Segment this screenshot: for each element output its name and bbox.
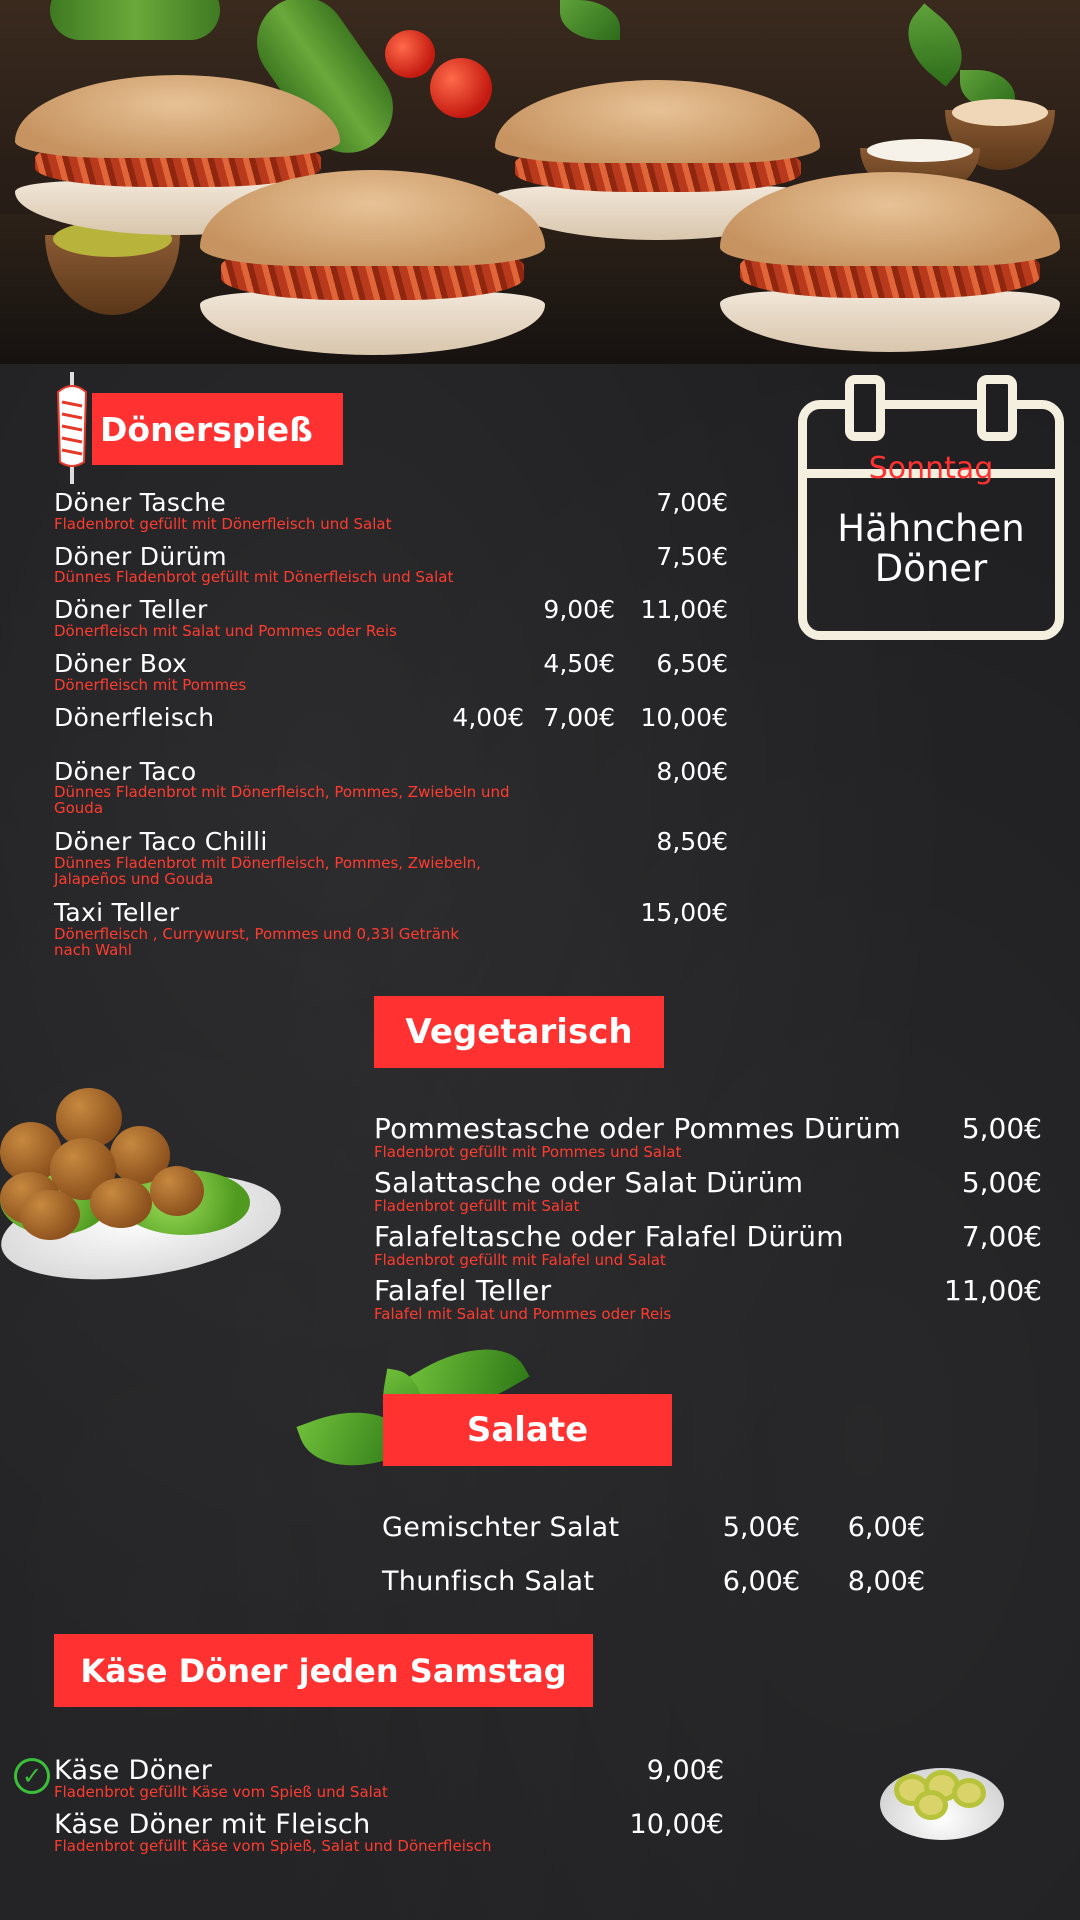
- menu-item-name: Käse Döner: [54, 1755, 213, 1786]
- menu-item-desc: Fladenbrot gefüllt Käse vom Spieß und Salat: [54, 1783, 388, 1801]
- section-title-doener: Dönerspieß: [92, 393, 343, 465]
- menu-item-price: 7,00€: [543, 703, 615, 732]
- jalapeno-slice: [952, 1778, 986, 1808]
- cucumber: [50, 0, 220, 40]
- tomato: [430, 58, 492, 118]
- menu-item-desc: Dönerfleisch , Currywurst, Pommes und 0,33l Getränk nach Wahl: [54, 925, 460, 959]
- menu-item-name: Taxi Teller: [54, 898, 180, 927]
- menu-item-name: Salattasche oder Salat Dürüm: [374, 1166, 804, 1199]
- menu-item-price: 4,50€: [543, 649, 615, 678]
- menu-item-name: Gemischter Salat: [382, 1512, 620, 1543]
- menu-item-desc: Fladenbrot gefüllt mit Dönerfleisch und Salat: [54, 515, 392, 533]
- menu-item-desc: Dünnes Fladenbrot gefüllt mit Dönerfleisch und Salat: [54, 568, 454, 586]
- calendar-special: [807, 509, 1055, 589]
- menu-item-price: 6,00€: [722, 1566, 800, 1597]
- menu-item-desc: Fladenbrot gefüllt mit Pommes und Salat: [374, 1143, 682, 1161]
- menu-item-price: 5,00€: [961, 1166, 1042, 1199]
- menu-item-name: Dönerfleisch: [54, 703, 215, 732]
- tomato: [385, 30, 435, 78]
- herb-leaf: [560, 0, 620, 40]
- menu-item-desc: Dünnes Fladenbrot mit Dönerfleisch, Pommes, Zwiebeln, Jalapeños und Gouda: [54, 854, 481, 888]
- menu-item-name: Käse Döner mit Fleisch: [54, 1809, 371, 1840]
- menu-item-price: 9,00€: [646, 1755, 724, 1786]
- menu-item-name: Döner Teller: [54, 595, 208, 624]
- menu-item-price: 4,00€: [452, 703, 524, 732]
- menu-item-name: Döner Dürüm: [54, 542, 227, 571]
- calendar-day: Sonntag: [868, 451, 994, 486]
- menu-item-name: Döner Taco: [54, 757, 197, 786]
- menu-item-desc: Fladenbrot gefüllt mit Salat: [374, 1197, 580, 1215]
- jalapeno-slice: [914, 1790, 948, 1820]
- section-title-vegetarisch: Vegetarisch: [374, 996, 664, 1068]
- menu-item-price: 7,50€: [656, 542, 728, 571]
- falafel-ball: [150, 1166, 204, 1216]
- menu-item-desc: Fladenbrot gefüllt Käse vom Spieß, Salat und Dönerfleisch: [54, 1837, 492, 1855]
- menu-item-name: Falafel Teller: [374, 1274, 552, 1307]
- hero-food-image: [0, 0, 1080, 364]
- menu-item-desc: Dönerfleisch mit Pommes: [54, 676, 247, 694]
- menu-item-price: 9,00€: [543, 595, 615, 624]
- menu-item-price: 7,00€: [961, 1220, 1042, 1253]
- menu-item-price: 8,00€: [656, 757, 728, 786]
- menu-item-price: 11,00€: [944, 1274, 1042, 1307]
- menu-item-desc: Dönerfleisch mit Salat und Pommes oder Reis: [54, 622, 397, 640]
- menu-item-price: 6,00€: [847, 1512, 925, 1543]
- doener-skewer-icon: [52, 372, 92, 484]
- menu-item-price: 5,00€: [961, 1112, 1042, 1145]
- checkmark-icon: ✓: [14, 1758, 50, 1794]
- menu-item-price: 11,00€: [640, 595, 728, 624]
- menu-item-price: 7,00€: [656, 488, 728, 517]
- menu-item-price: 10,00€: [640, 703, 728, 732]
- menu-item-name: Döner Box: [54, 649, 188, 678]
- menu-item-price: 8,50€: [656, 827, 728, 856]
- menu-item-name: Pommestasche oder Pommes Dürüm: [374, 1112, 902, 1145]
- menu-item-price: 5,00€: [722, 1512, 800, 1543]
- menu-item-desc: Falafel mit Salat und Pommes oder Reis: [374, 1305, 672, 1323]
- doener-sandwich: [200, 170, 545, 355]
- menu-item-name: Thunfisch Salat: [382, 1566, 595, 1597]
- calendar-icon: [798, 400, 1064, 640]
- menu-item-price: 6,50€: [656, 649, 728, 678]
- calendar-line-1: Hähnchen: [837, 507, 1025, 550]
- doener-sandwich: [720, 172, 1060, 352]
- falafel-ball: [90, 1178, 152, 1228]
- menu-item-desc: Fladenbrot gefüllt mit Falafel und Salat: [374, 1251, 666, 1269]
- menu-item-name: Döner Taco Chilli: [54, 827, 268, 856]
- jalapeno-bowl: [880, 1768, 1004, 1840]
- menu-item-price: 8,00€: [847, 1566, 925, 1597]
- menu-item-price: 10,00€: [629, 1809, 724, 1840]
- section-title-salate: Salate: [383, 1394, 672, 1466]
- menu-item-name: Falafeltasche oder Falafel Dürüm: [374, 1220, 844, 1253]
- calendar-ring: [845, 375, 885, 441]
- menu-item-desc: Dünnes Fladenbrot mit Dönerfleisch, Pommes, Zwiebeln und Gouda: [54, 783, 510, 817]
- section-title-kaese: Käse Döner jeden Samstag: [54, 1634, 593, 1707]
- menu-item-price: 15,00€: [640, 898, 728, 927]
- calendar-line-2: Döner: [874, 547, 988, 590]
- calendar-ring: [977, 375, 1017, 441]
- menu-item-name: Döner Tasche: [54, 488, 227, 517]
- falafel-ball: [20, 1190, 80, 1240]
